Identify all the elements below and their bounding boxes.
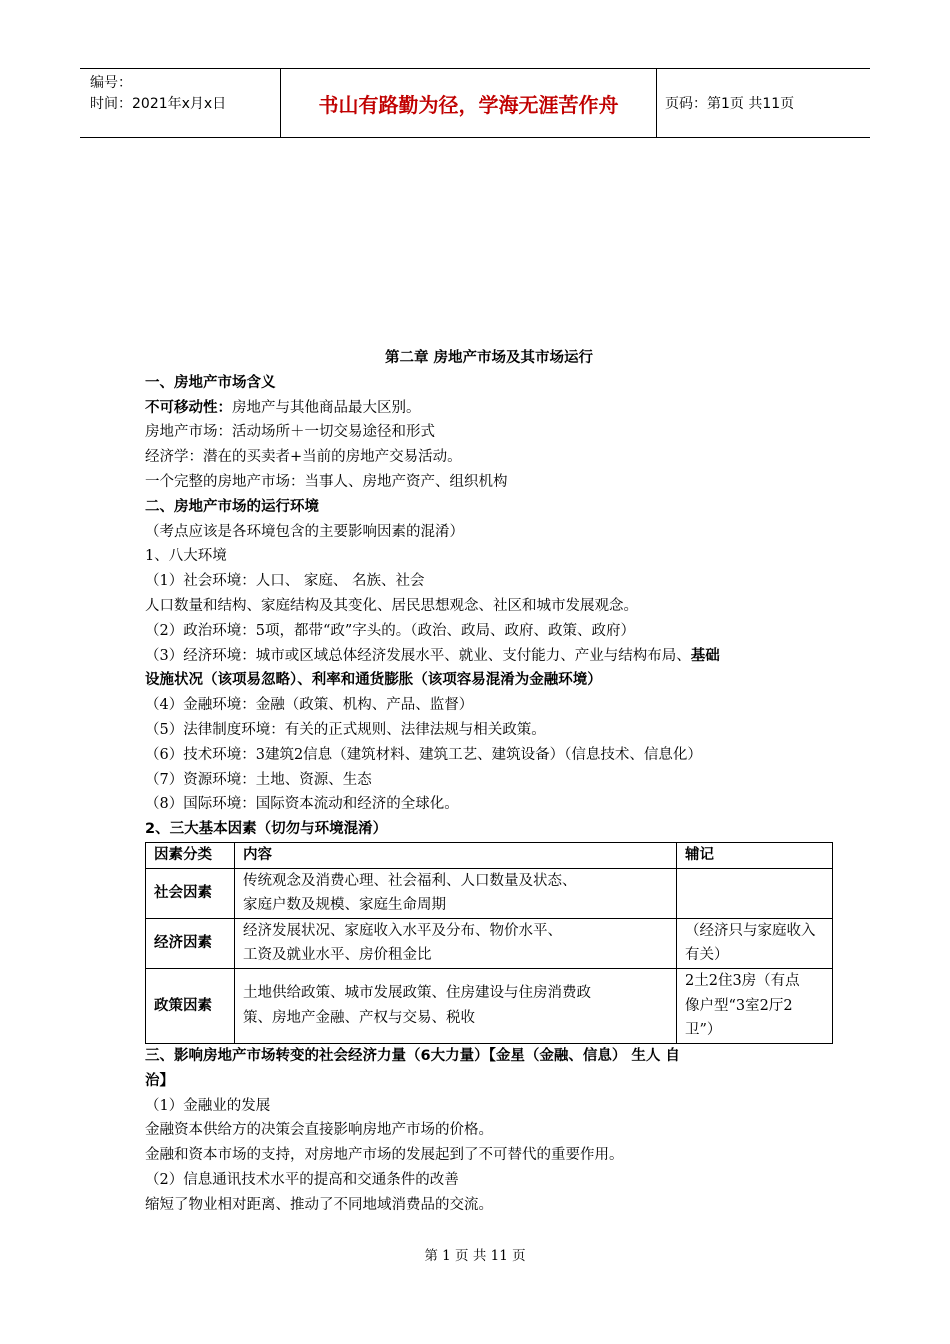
env-economic-bold-1: 基础 (690, 647, 720, 664)
table-row (146, 968, 833, 1043)
table-cell-note (677, 968, 833, 1043)
section-2-sub-1: 1、八大环境 (145, 548, 227, 565)
table-cell-category: 经济因素 (146, 918, 235, 968)
table-row (146, 918, 833, 968)
table-cell-content-line: 工资及就业水平、房价租金比 (243, 947, 432, 964)
section-1-line-4: 一个完整的房地产市场：当事人、房地产资产、组织机构 (145, 473, 508, 490)
section-1-heading: 一、房地产市场含义 (145, 374, 276, 391)
table-cell-content-line: 经济发展状况、家庭收入水平及分布、物价水平、 (243, 922, 562, 939)
header-page-info: 页码：第1页 共11页 (665, 96, 795, 112)
env-legal: （5）法律制度环境：有关的正式规则、法律法规与相关政策。 (145, 721, 546, 738)
section-3-heading-line-2: 治】 (145, 1072, 174, 1089)
header-number-label: 编号： (90, 75, 132, 91)
table-cell-content-line: 家庭户数及规模、家庭生命周期 (243, 897, 446, 914)
table-cell-note-line: 有关） (685, 947, 729, 964)
chapter-title: 第二章 房地产市场及其市场运行 (384, 350, 594, 366)
table-row (146, 868, 833, 918)
section-2-note: （考点应该是各环境包含的主要影响因素的混淆） (145, 523, 464, 540)
env-technical: （6）技术环境：3建筑2信息（建筑材料、建筑工艺、建筑设备）（信息技术、信息化） (145, 746, 702, 763)
table-cell-note (677, 868, 833, 918)
table-cell-content (235, 918, 677, 968)
header-time-label: 时间：2021年x月x日 (90, 96, 227, 112)
section-1-line-3: 经济学：潜在的买卖者+当前的房地产交易活动。 (145, 449, 462, 466)
env-financial: （4）金融环境：金融（政策、机构、产品、监督） (145, 697, 474, 714)
table-cell-note-line: 像户型“3室2厅2 (685, 997, 793, 1014)
table-cell-content-line: 策、房地产金融、产权与交易、税收 (243, 1009, 475, 1026)
immobility-term: 不可移动性： (145, 399, 232, 416)
table-cell-content (235, 968, 677, 1043)
section-2-heading: 二、房地产市场的运行环境 (145, 498, 319, 515)
immobility-text: 房地产与其他商品最大区别。 (232, 399, 421, 416)
table-cell-category: 社会因素 (146, 868, 235, 918)
section-1-line-2: 房地产市场：活动场所＋一切交易途径和形式 (145, 424, 435, 441)
env-resource: （7）资源环境：土地、资源、生态 (145, 771, 372, 788)
header-motto: 书山有路勤为径，学海无涯苦作舟 (281, 69, 657, 137)
table-cell-note-line: 卫”） (685, 1022, 722, 1039)
table-cell-category: 政策因素 (146, 968, 235, 1043)
table-header-category: 因素分类 (146, 842, 235, 868)
table-cell-note-line: 2土2住3房（有点 (685, 973, 800, 990)
env-economic-line-2: 设施状况（该项易忽略）、利率和通货膨胀（该项容易混淆为金融环境） (145, 672, 602, 689)
factors-table (145, 842, 833, 1044)
force-finance: （1）金融业的发展 (145, 1097, 271, 1114)
table-cell-content-line: 传统观念及消费心理、社会福利、人口数量及状态、 (243, 872, 577, 889)
env-international: （8）国际环境：国际资本流动和经济的全球化。 (145, 796, 459, 813)
force-finance-detail-1: 金融资本供给方的决策会直接影响房地产市场的价格。 (145, 1122, 493, 1139)
env-social-detail: 人口数量和结构、家庭结构及其变化、居民思想观念、社区和城市发展观念。 (145, 597, 638, 614)
env-economic-text: （3）经济环境：城市或区域总体经济发展水平、就业、支付能力、产业与结构布局、 (145, 647, 691, 664)
table-header-note: 辅记 (677, 842, 833, 868)
table-cell-note (677, 918, 833, 968)
section-3-heading-line-1: 三、影响房地产市场转变的社会经济力量（6大力量）【金星（金融、信息） 生人 自 (145, 1047, 680, 1064)
document-body (145, 346, 833, 1218)
force-information: （2）信息通讯技术水平的提高和交通条件的改善 (145, 1171, 459, 1188)
table-cell-content (235, 868, 677, 918)
table-header-row (146, 842, 833, 868)
table-cell-content-line: 土地供给政策、城市发展政策、住房建设与住房消费政 (243, 985, 591, 1002)
section-1-line-1 (145, 396, 833, 421)
table-cell-note-line: （经济只与家庭收入 (685, 922, 816, 939)
env-social: （1）社会环境：人口、 家庭、 名族、社会 (145, 573, 425, 590)
page-header (80, 68, 870, 138)
page-footer: 第 1 页 共 11 页 (424, 1248, 526, 1264)
force-finance-detail-2: 金融和资本市场的支持，对房地产市场的发展起到了不可替代的重要作用。 (145, 1147, 624, 1164)
header-meta (80, 69, 281, 137)
table-header-content: 内容 (235, 842, 677, 868)
env-economic-line-1 (145, 644, 833, 669)
force-information-detail: 缩短了物业相对距离、推动了不同地域消费品的交流。 (145, 1196, 493, 1213)
section-2-sub-2: 2、三大基本因素（切勿与环境混淆） (145, 821, 388, 838)
env-political: （2）政治环境：5项，都带“政”字头的。（政治、政局、政府、政策、政府） (145, 622, 636, 639)
